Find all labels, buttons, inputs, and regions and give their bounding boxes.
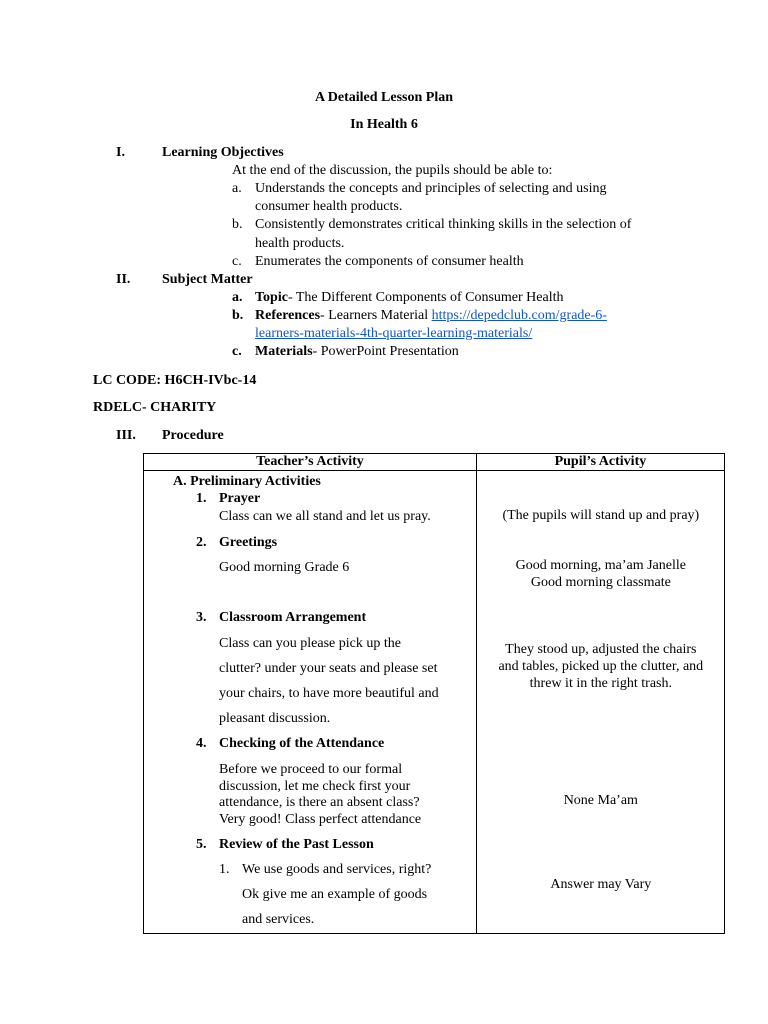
materials-line <box>255 343 459 360</box>
procedure-heading: Procedure <box>162 428 224 443</box>
arrangement-line: clutter? under your seats and please set <box>219 661 438 676</box>
attendance-line: Before we proceed to our formal <box>219 762 403 777</box>
review-line: and services. <box>242 912 315 927</box>
prayer-text: Class can we all stand and let us pray. <box>219 509 431 524</box>
greetings-number: 2. <box>196 535 207 550</box>
greetings-heading: Greetings <box>219 535 278 550</box>
section-numeral-1: I. <box>116 145 125 160</box>
references-link-part2[interactable]: learners-materials-4th-quarter-learning-materials/ <box>255 326 533 341</box>
objectives-heading: Learning Objectives <box>162 145 284 160</box>
pupil-attendance-response: None Ma’am <box>563 793 638 808</box>
review-sub-number: 1. <box>219 862 230 877</box>
references-line <box>255 307 607 324</box>
greetings-text: Good morning Grade 6 <box>219 560 350 575</box>
pupil-review-response: Answer may Vary <box>550 877 652 892</box>
references-text: - Learners Material <box>320 308 432 323</box>
pupil-arrangement-line: and tables, picked up the clutter, and <box>498 659 704 674</box>
objective-a-line2: consumer health products. <box>255 199 403 214</box>
references-marker: b. <box>232 308 244 323</box>
topic-marker: a. <box>232 290 243 305</box>
objective-a-line1: Understands the concepts and principles of selecting and using <box>255 181 607 196</box>
review-number: 5. <box>196 837 207 852</box>
pupil-greeting-line: Good morning classmate <box>530 575 671 590</box>
document-subtitle: In Health 6 <box>350 117 418 132</box>
attendance-number: 4. <box>196 736 207 751</box>
lc-code: LC CODE: H6CH-IVbc-14 <box>93 373 257 388</box>
objective-b-marker: b. <box>232 217 243 232</box>
pupil-arrangement-line: They stood up, adjusted the chairs <box>505 642 697 657</box>
attendance-line: discussion, let me check first your <box>219 779 411 794</box>
pupil-activity-cell <box>476 471 724 934</box>
objective-c-marker: c. <box>232 254 242 269</box>
teacher-activity-cell <box>144 471 477 934</box>
topic-line <box>255 289 564 306</box>
attendance-line: Very good! Class perfect attendance <box>219 812 422 827</box>
topic-label: Topic <box>255 290 288 305</box>
review-heading: Review of the Past Lesson <box>219 837 374 852</box>
objectives-intro: At the end of the discussion, the pupils should be able to: <box>232 163 553 178</box>
materials-text: - PowerPoint Presentation <box>312 344 459 359</box>
attendance-heading: Checking of the Attendance <box>219 736 385 751</box>
arrangement-heading: Classroom Arrangement <box>219 610 367 625</box>
objective-a-marker: a. <box>232 181 242 196</box>
pupil-activity-header: Pupil’s Activity <box>476 454 724 471</box>
attendance-line: attendance, is there an absent class? <box>219 795 420 810</box>
section-numeral-2: II. <box>116 272 131 287</box>
arrangement-line: your chairs, to have more beautiful and <box>219 686 439 701</box>
materials-label: Materials <box>255 344 313 359</box>
arrangement-line: Class can you please pick up the <box>219 636 401 651</box>
review-line: Ok give me an example of goods <box>242 887 428 902</box>
pupil-prayer-response: (The pupils will stand up and pray) <box>502 508 700 523</box>
materials-marker: c. <box>232 344 242 359</box>
review-line: We use goods and services, right? <box>242 862 432 877</box>
references-link-part1[interactable]: https://depedclub.com/grade-6- <box>431 308 607 323</box>
pupil-arrangement-line: threw it in the right trash. <box>529 676 672 691</box>
references-label: References <box>255 308 321 323</box>
topic-text: - The Different Components of Consumer Health <box>287 290 564 305</box>
objective-b-line1: Consistently demonstrates critical thinking skills in the selection of <box>255 217 632 232</box>
arrangement-line: pleasant discussion. <box>219 711 331 726</box>
objective-b-line2: health products. <box>255 236 345 251</box>
table-row <box>144 471 725 934</box>
rdelc: RDELC- CHARITY <box>93 400 217 415</box>
objective-c-line1: Enumerates the components of consumer health <box>255 254 524 269</box>
teacher-activity-header: Teacher’s Activity <box>144 454 477 471</box>
arrangement-number: 3. <box>196 610 207 625</box>
references-link-line2 <box>255 325 532 342</box>
document-title: A Detailed Lesson Plan <box>314 90 454 105</box>
subject-matter-heading: Subject Matter <box>162 272 253 287</box>
procedure-table <box>143 453 725 934</box>
table-header-row <box>144 454 725 471</box>
section-numeral-3: III. <box>116 428 136 443</box>
prayer-heading: Prayer <box>219 491 261 506</box>
part-a-heading: A. Preliminary Activities <box>173 474 321 489</box>
pupil-greeting-line: Good morning, ma’am Janelle <box>515 558 686 573</box>
prayer-number: 1. <box>196 491 207 506</box>
